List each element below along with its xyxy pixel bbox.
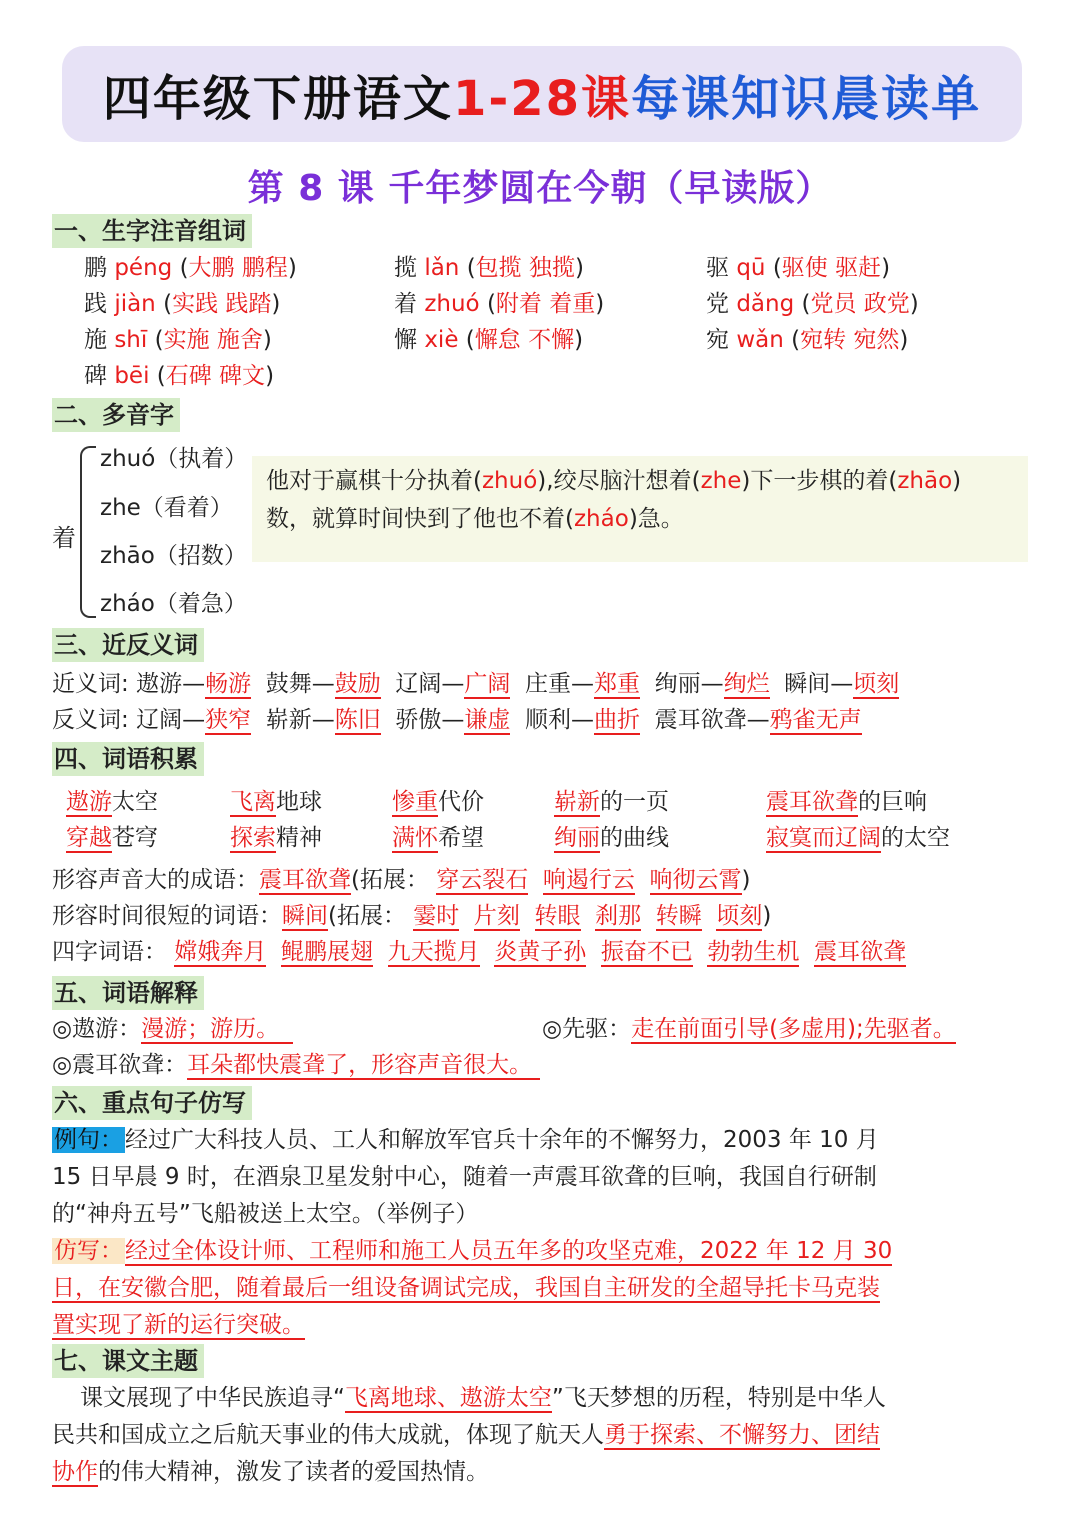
imitate-tag: 仿写： (54, 1238, 123, 1264)
theme-l3 (52, 1454, 1032, 1491)
explain-key: ◎遨游： (52, 1016, 142, 1042)
paren: ) (762, 903, 772, 929)
poly-text: )下一步棋的着( (741, 468, 898, 494)
char-words: 实施 施舍 (163, 327, 263, 353)
example-l3: 的“神舟五号”飞船被送上太空。（举例子） (52, 1201, 479, 1227)
idiom: 转眼 (534, 903, 581, 929)
gap (635, 867, 650, 893)
example-l1 (52, 1122, 1032, 1159)
sound-idiom-line (52, 862, 751, 898)
phrase-rest: 地球 (276, 789, 322, 815)
poly-item-1: zhuó（执着） (100, 446, 248, 472)
phrase-word: 满怀 (392, 825, 438, 851)
phrase-rest: 的一页 (600, 789, 669, 815)
paren: ( (179, 255, 189, 281)
paren: ) (881, 255, 891, 281)
char-entry (394, 250, 584, 286)
antonym-label: 反义词: (52, 707, 129, 733)
banner-part1: 四年级下册语文 (102, 70, 453, 127)
pair-word: 顺利— (524, 707, 594, 733)
pair-answer: 畅游 (205, 671, 252, 697)
example-text: 经过广大科技人员、工人和解放军官兵十余年的不懈努力，2003 年 10 月 (125, 1127, 879, 1153)
gap (480, 939, 495, 965)
time-main: 瞬间 (282, 903, 328, 929)
char-words: 驱使 驱赶 (781, 255, 882, 281)
idiom: 转瞬 (655, 903, 702, 929)
poly-item-3: zhāo（招数） (100, 543, 247, 569)
phrase-rest: 的曲线 (600, 825, 669, 851)
idiom: 顷刻 (716, 903, 763, 929)
pair-answer: 广阔 (464, 671, 511, 697)
phrase-rest: 希望 (438, 825, 484, 851)
paren: ) (262, 327, 272, 353)
poly-pinyin: zháo (573, 506, 629, 532)
poly-pinyin: zhe (700, 468, 742, 494)
poly-char: 着 (52, 524, 76, 552)
gap (799, 939, 814, 965)
idiom: 霎时 (413, 903, 460, 929)
pair-answer: 曲折 (593, 707, 640, 733)
phrase-word: 崭新 (554, 789, 600, 815)
char: 党 (706, 291, 737, 317)
pair-word: 崭新— (265, 707, 335, 733)
poly-pinyin: zhuó (481, 468, 538, 494)
four-char-line (52, 934, 906, 970)
char-words: 大鹏 鹏程 (188, 255, 288, 281)
imitate-l3 (52, 1307, 1032, 1344)
pair-word: 辽阔— (136, 707, 206, 733)
gap (702, 903, 717, 929)
ext-label: (拓展： (328, 903, 406, 929)
gap (251, 671, 266, 697)
gap (528, 867, 543, 893)
phrase (66, 784, 158, 820)
imitate-text: 经过全体设计师、工程师和施工人员五年多的攻坚克难，2022 年 12 月 30 (125, 1238, 893, 1264)
gap (520, 903, 535, 929)
lesson-title: 第 8 课 千年梦圆在今朝（早读版） (247, 168, 833, 209)
gap (641, 903, 656, 929)
theme-highlight: 勇于探索、不懈努力、团结 (604, 1422, 880, 1448)
phrase-word: 寂寞而辽阔 (766, 825, 881, 851)
char-pinyin: xiè (424, 327, 466, 353)
char-pinyin: wǎn (736, 327, 792, 353)
pair-word: 鼓舞— (265, 671, 335, 697)
char: 施 (84, 327, 115, 353)
sound-label: 形容声音大的成语： (52, 867, 259, 893)
idiom: 响彻云霄 (649, 867, 742, 893)
imitate-text: 置实现了新的运行突破。 (52, 1312, 305, 1338)
idiom: 片刻 (473, 903, 520, 929)
idiom: 穿云裂石 (436, 867, 529, 893)
phrase-word: 穿越 (66, 825, 112, 851)
char-entry (84, 250, 297, 286)
gap (266, 939, 281, 965)
pair-word: 震耳欲聋— (654, 707, 770, 733)
char-entry (394, 286, 604, 322)
explain-key: ◎震耳欲聋： (52, 1052, 188, 1078)
phrase (554, 784, 669, 820)
char-pinyin: lǎn (424, 255, 467, 281)
time-word-line (52, 898, 771, 934)
idiom: 响遏行云 (542, 867, 635, 893)
explain-key: ◎先驱： (542, 1016, 632, 1042)
paren: ( (156, 363, 166, 389)
char-pinyin: jiàn (114, 291, 164, 317)
phrase-word: 飞离 (230, 789, 276, 815)
char-pinyin: zhuó (424, 291, 487, 317)
pair-answer: 陈旧 (334, 707, 381, 733)
explain-value: 耳朵都快震聋了，形容声音很大。 (187, 1052, 540, 1080)
paren: ) (909, 291, 919, 317)
char: 懈 (394, 327, 425, 353)
gap (581, 903, 596, 929)
poly-text: ) (952, 468, 962, 494)
paren: ) (595, 291, 605, 317)
explain-1 (52, 1011, 293, 1047)
char-words: 实践 践踏 (172, 291, 272, 317)
ext-label: (拓展： (351, 867, 429, 893)
char-pinyin: péng (114, 255, 180, 281)
pair-answer: 顷刻 (853, 671, 900, 697)
section-heading-5: 五、词语解释 (52, 976, 204, 1010)
char-entry (394, 322, 583, 358)
section-heading-4: 四、词语积累 (52, 742, 204, 776)
antonym-line (52, 702, 862, 738)
poly-pinyin: zhāo (897, 468, 953, 494)
char-words: 包揽 独揽 (475, 255, 575, 281)
phrase-word: 绚丽 (554, 825, 600, 851)
brace (80, 446, 96, 618)
paren: ( (801, 291, 811, 317)
example-l2: 15 日早晨 9 时，在酒泉卫星发射中心，随着一声震耳欲聋的巨响，我国自行研制 (52, 1164, 877, 1190)
theme-text: 的伟大精神，激发了读者的爱国热情。 (98, 1459, 489, 1485)
poly-example-box (252, 456, 1028, 562)
phrase-rest: 苍穹 (112, 825, 158, 851)
pair-answer: 狭窄 (205, 707, 252, 733)
gap (459, 903, 474, 929)
explain-2 (542, 1011, 956, 1047)
phrase (766, 820, 950, 856)
theme-text: 课文展现了中华民族追寻“ (80, 1385, 345, 1411)
gap (640, 707, 655, 733)
paren: ) (741, 867, 751, 893)
phrase-rest: 的巨响 (858, 789, 927, 815)
idiom: 鲲鹏展翅 (280, 939, 373, 965)
idiom: 刹那 (595, 903, 642, 929)
char-words: 党员 政党 (810, 291, 910, 317)
paren: ( (791, 327, 801, 353)
char-words: 懈怠 不懈 (474, 327, 575, 353)
theme-l2 (52, 1417, 1032, 1454)
synonym-line (52, 666, 899, 702)
gap (640, 671, 655, 697)
synonym-label: 近义词: (52, 671, 129, 697)
phrase-word: 惨重 (392, 789, 438, 815)
idiom: 九天揽月 (387, 939, 480, 965)
imitate-l1 (52, 1233, 1032, 1270)
char-entry (706, 322, 908, 358)
pair-word: 骄傲— (395, 707, 465, 733)
paren: ( (772, 255, 782, 281)
paren: ( (154, 327, 164, 353)
gap (251, 707, 266, 733)
pair-answer: 谦虚 (464, 707, 511, 733)
phrase-rest: 的太空 (881, 825, 950, 851)
paren: ) (574, 255, 584, 281)
pair-word: 庄重— (524, 671, 594, 697)
phrase (554, 820, 669, 856)
phrase-rest: 代价 (438, 789, 484, 815)
char-entry (706, 286, 919, 322)
char-entry (706, 250, 890, 286)
poly-text: 数，就算时间快到了他也不着( (266, 506, 574, 532)
phrase (392, 784, 484, 820)
char-pinyin: bēi (114, 363, 157, 389)
poly-item-4: zháo（着急） (100, 591, 247, 617)
poly-text: 他对于赢棋十分执着( (266, 468, 482, 494)
char: 驱 (706, 255, 737, 281)
four-label: 四字词语： (52, 939, 167, 965)
explain-value: 走在前面引导(多虚用);先驱者。 (631, 1016, 956, 1042)
explain-value: 漫游；游历。 (141, 1016, 293, 1044)
pair-word: 遨游— (136, 671, 206, 697)
char-entry (84, 322, 272, 358)
paren: ) (271, 291, 281, 317)
section-heading-1: 一、生字注音组词 (52, 214, 252, 248)
phrase (66, 820, 158, 856)
phrase-word: 震耳欲聋 (766, 789, 858, 815)
char-words: 附着 着重 (495, 291, 596, 317)
sound-main: 震耳欲聋 (259, 867, 351, 893)
gap (770, 671, 785, 697)
pair-answer: 鼓励 (334, 671, 381, 697)
char-pinyin: dǎng (736, 291, 802, 317)
char: 宛 (706, 327, 737, 353)
phrase-rest: 太空 (112, 789, 158, 815)
poly-item-2: zhe（看着） (100, 495, 233, 521)
idiom: 嫦娥奔月 (174, 939, 267, 965)
theme-text: ”飞天梦想的历程，特别是中华人 (551, 1385, 886, 1411)
pair-answer: 鸦雀无声 (769, 707, 862, 733)
imitate-l2 (52, 1270, 1032, 1307)
banner-part2: 1-28课 (452, 70, 632, 127)
gap (373, 939, 388, 965)
paren: ( (163, 291, 173, 317)
pair-word: 绚丽— (654, 671, 724, 697)
time-label: 形容时间很短的词语： (52, 903, 282, 929)
poly-text: )急。 (628, 506, 684, 532)
pair-answer: 绚烂 (723, 671, 770, 697)
idiom: 振奋不已 (600, 939, 693, 965)
phrase (230, 820, 322, 856)
section-heading-6: 六、重点句子仿写 (52, 1086, 252, 1120)
section-heading-2: 二、多音字 (52, 398, 180, 432)
idiom: 勃勃生机 (707, 939, 800, 965)
paren: ( (466, 255, 476, 281)
char: 碑 (84, 363, 115, 389)
gap (510, 671, 525, 697)
example-tag: 例句： (54, 1127, 123, 1153)
pair-word: 辽阔— (395, 671, 465, 697)
poly-text: ),绞尽脑汁想着( (537, 468, 701, 494)
char-entry (84, 286, 280, 322)
paren: ) (899, 327, 909, 353)
phrase (392, 820, 484, 856)
pair-word: 瞬间— (784, 671, 854, 697)
pair-answer: 郑重 (593, 671, 640, 697)
phrase-word: 探索 (230, 825, 276, 851)
paren: ( (486, 291, 496, 317)
section-heading-7: 七、课文主题 (52, 1344, 204, 1378)
char-words: 石碑 碑文 (165, 363, 266, 389)
gap (510, 707, 525, 733)
title-banner (62, 46, 1022, 142)
idiom: 炎黄子孙 (494, 939, 587, 965)
phrase (766, 784, 927, 820)
char: 揽 (394, 255, 425, 281)
paren: ) (265, 363, 275, 389)
phrase (230, 784, 322, 820)
char-words: 宛转 宛然 (800, 327, 900, 353)
theme-highlight: 飞离地球、遨游太空 (344, 1385, 552, 1411)
theme-highlight: 协作 (52, 1459, 98, 1485)
char-entry (84, 358, 274, 394)
paren: ( (465, 327, 475, 353)
char-pinyin: qū (736, 255, 773, 281)
idiom: 震耳欲聋 (814, 939, 907, 965)
paren: ) (574, 327, 584, 353)
theme-text: 民共和国成立之后航天事业的伟大成就，体现了航天人 (52, 1422, 604, 1448)
section-heading-3: 三、近反义词 (52, 628, 204, 662)
char: 着 (394, 291, 425, 317)
char-pinyin: shī (114, 327, 155, 353)
gap (381, 707, 396, 733)
gap (381, 671, 396, 697)
phrase-word: 遨游 (66, 789, 112, 815)
paren: ) (287, 255, 297, 281)
gap (586, 939, 601, 965)
char: 践 (84, 291, 115, 317)
char: 鹏 (84, 255, 115, 281)
phrase-rest: 精神 (276, 825, 322, 851)
theme-l1 (52, 1380, 1032, 1417)
imitate-text: 日，在安徽合肥，随着最后一组设备调试完成，我国自主研发的全超导托卡马克装 (52, 1275, 880, 1301)
banner-part3: 每课知识晨读单 (631, 70, 982, 127)
explain-3 (52, 1047, 540, 1083)
gap (693, 939, 708, 965)
